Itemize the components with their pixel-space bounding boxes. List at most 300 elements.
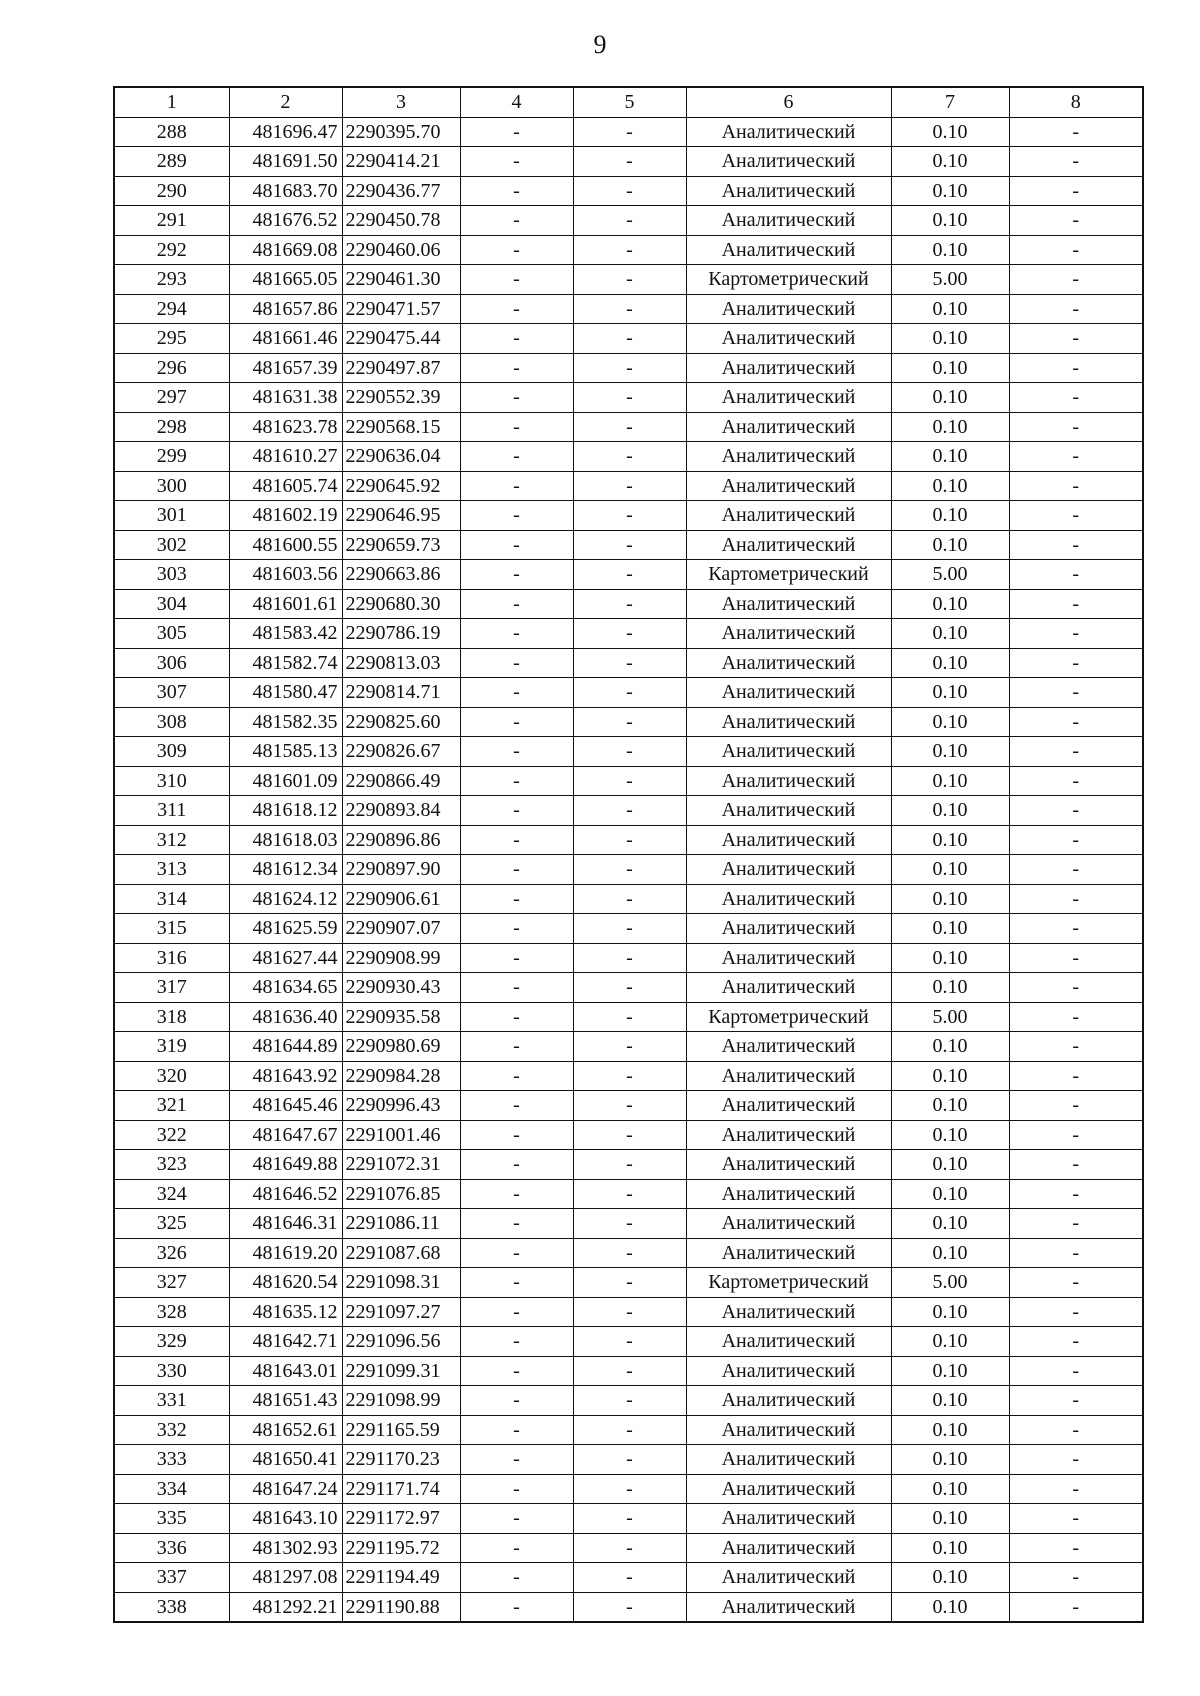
x-coordinate-cell: 481585.13 [229,737,342,767]
y-coordinate-cell: 2291098.31 [342,1268,460,1298]
table-row [114,530,1143,560]
col4-cell: - [460,1032,573,1062]
y-coordinate-cell: 2291096.56 [342,1327,460,1357]
col5-cell: - [573,560,686,590]
y-coordinate-cell: 2290475.44 [342,324,460,354]
col8-cell: - [1009,1238,1143,1268]
method-cell: Аналитический [686,1179,891,1209]
col8-cell: - [1009,324,1143,354]
y-coordinate-cell: 2290825.60 [342,707,460,737]
method-cell: Аналитический [686,1563,891,1593]
table-row [114,265,1143,295]
col8-cell: - [1009,1445,1143,1475]
table-row [114,1179,1143,1209]
x-coordinate-cell: 481635.12 [229,1297,342,1327]
point-number-cell: 316 [114,943,229,973]
col8-cell: - [1009,1091,1143,1121]
method-cell: Аналитический [686,1209,891,1239]
table-row [114,914,1143,944]
method-cell: Аналитический [686,1386,891,1416]
method-cell: Картометрический [686,265,891,295]
x-coordinate-cell: 481582.74 [229,648,342,678]
table-row [114,383,1143,413]
method-cell: Аналитический [686,442,891,472]
col4-cell: - [460,1091,573,1121]
method-cell: Аналитический [686,737,891,767]
col5-cell: - [573,884,686,914]
method-cell: Аналитический [686,825,891,855]
col4-cell: - [460,1268,573,1298]
col5-cell: - [573,737,686,767]
method-cell: Аналитический [686,648,891,678]
col4-cell: - [460,1002,573,1032]
col5-cell: - [573,1091,686,1121]
table-row [114,1356,1143,1386]
method-cell: Аналитический [686,501,891,531]
accuracy-cell: 0.10 [891,855,1009,885]
accuracy-cell: 0.10 [891,1474,1009,1504]
col8-cell: - [1009,1356,1143,1386]
col8-cell: - [1009,855,1143,885]
col5-cell: - [573,1002,686,1032]
y-coordinate-cell: 2290450.78 [342,206,460,236]
point-number-cell: 319 [114,1032,229,1062]
point-number-cell: 329 [114,1327,229,1357]
accuracy-cell: 0.10 [891,825,1009,855]
y-coordinate-cell: 2290897.90 [342,855,460,885]
y-coordinate-cell: 2290984.28 [342,1061,460,1091]
col4-cell: - [460,442,573,472]
col8-cell: - [1009,737,1143,767]
x-coordinate-cell: 481649.88 [229,1150,342,1180]
x-coordinate-cell: 481623.78 [229,412,342,442]
point-number-cell: 308 [114,707,229,737]
accuracy-cell: 0.10 [891,1032,1009,1062]
col5-cell: - [573,1533,686,1563]
point-number-cell: 291 [114,206,229,236]
x-coordinate-cell: 481624.12 [229,884,342,914]
x-coordinate-cell: 481647.67 [229,1120,342,1150]
col5-cell: - [573,1238,686,1268]
col5-cell: - [573,1061,686,1091]
point-number-cell: 325 [114,1209,229,1239]
x-coordinate-cell: 481646.31 [229,1209,342,1239]
col4-cell: - [460,530,573,560]
table-row [114,884,1143,914]
method-cell: Аналитический [686,589,891,619]
col8-cell: - [1009,265,1143,295]
point-number-cell: 318 [114,1002,229,1032]
table-row [114,1120,1143,1150]
point-number-cell: 289 [114,147,229,177]
x-coordinate-cell: 481661.46 [229,324,342,354]
method-cell: Аналитический [686,294,891,324]
table-row [114,1091,1143,1121]
x-coordinate-cell: 481696.47 [229,117,342,147]
method-cell: Аналитический [686,1120,891,1150]
method-cell: Аналитический [686,324,891,354]
y-coordinate-cell: 2291172.97 [342,1504,460,1534]
x-coordinate-cell: 481643.01 [229,1356,342,1386]
table-row [114,766,1143,796]
table-row [114,442,1143,472]
col4-cell: - [460,796,573,826]
point-number-cell: 312 [114,825,229,855]
col5-cell: - [573,796,686,826]
point-number-cell: 292 [114,235,229,265]
accuracy-cell: 0.10 [891,678,1009,708]
col4-cell: - [460,324,573,354]
x-coordinate-cell: 481601.09 [229,766,342,796]
table-row [114,619,1143,649]
table-row [114,1445,1143,1475]
accuracy-cell: 0.10 [891,1150,1009,1180]
table-row [114,1297,1143,1327]
col8-cell: - [1009,560,1143,590]
coordinates-table [113,86,1144,1623]
method-cell: Аналитический [686,147,891,177]
method-cell: Картометрический [686,560,891,590]
x-coordinate-cell: 481610.27 [229,442,342,472]
method-cell: Аналитический [686,1533,891,1563]
col4-cell: - [460,383,573,413]
y-coordinate-cell: 2290663.86 [342,560,460,590]
col4-cell: - [460,265,573,295]
y-coordinate-cell: 2290813.03 [342,648,460,678]
col5-cell: - [573,678,686,708]
y-coordinate-cell: 2290814.71 [342,678,460,708]
table-row [114,235,1143,265]
col5-cell: - [573,1386,686,1416]
table-row [114,1238,1143,1268]
col8-cell: - [1009,1504,1143,1534]
x-coordinate-cell: 481644.89 [229,1032,342,1062]
point-number-cell: 311 [114,796,229,826]
y-coordinate-cell: 2291170.23 [342,1445,460,1475]
point-number-cell: 290 [114,176,229,206]
y-coordinate-cell: 2291001.46 [342,1120,460,1150]
method-cell: Аналитический [686,1415,891,1445]
col4-cell: - [460,943,573,973]
table-row [114,1504,1143,1534]
x-coordinate-cell: 481647.24 [229,1474,342,1504]
table-row [114,176,1143,206]
col8-cell: - [1009,176,1143,206]
col5-cell: - [573,1209,686,1239]
method-cell: Аналитический [686,707,891,737]
col8-cell: - [1009,914,1143,944]
x-coordinate-cell: 481657.39 [229,353,342,383]
table-row [114,1032,1143,1062]
col4-cell: - [460,353,573,383]
x-coordinate-cell: 481636.40 [229,1002,342,1032]
col8-cell: - [1009,235,1143,265]
col5-cell: - [573,235,686,265]
method-cell: Аналитический [686,1356,891,1386]
x-coordinate-cell: 481580.47 [229,678,342,708]
column-header-2: 2 [229,87,342,117]
y-coordinate-cell: 2291194.49 [342,1563,460,1593]
col4-cell: - [460,1563,573,1593]
col8-cell: - [1009,1032,1143,1062]
col4-cell: - [460,1179,573,1209]
accuracy-cell: 0.10 [891,1445,1009,1475]
col4-cell: - [460,914,573,944]
col8-cell: - [1009,294,1143,324]
col8-cell: - [1009,1533,1143,1563]
table-row [114,1563,1143,1593]
x-coordinate-cell: 481643.92 [229,1061,342,1091]
table-row [114,353,1143,383]
point-number-cell: 333 [114,1445,229,1475]
y-coordinate-cell: 2291097.27 [342,1297,460,1327]
col5-cell: - [573,648,686,678]
y-coordinate-cell: 2290636.04 [342,442,460,472]
y-coordinate-cell: 2291099.31 [342,1356,460,1386]
y-coordinate-cell: 2291171.74 [342,1474,460,1504]
x-coordinate-cell: 481657.86 [229,294,342,324]
col5-cell: - [573,176,686,206]
method-cell: Аналитический [686,1445,891,1475]
x-coordinate-cell: 481619.20 [229,1238,342,1268]
y-coordinate-cell: 2290461.30 [342,265,460,295]
y-coordinate-cell: 2290414.21 [342,147,460,177]
y-coordinate-cell: 2290395.70 [342,117,460,147]
x-coordinate-cell: 481645.46 [229,1091,342,1121]
col4-cell: - [460,1415,573,1445]
col4-cell: - [460,825,573,855]
col5-cell: - [573,1179,686,1209]
table-row [114,117,1143,147]
col5-cell: - [573,294,686,324]
accuracy-cell: 5.00 [891,1002,1009,1032]
table-row [114,678,1143,708]
method-cell: Аналитический [686,619,891,649]
col4-cell: - [460,766,573,796]
point-number-cell: 327 [114,1268,229,1298]
col8-cell: - [1009,1592,1143,1622]
point-number-cell: 300 [114,471,229,501]
col4-cell: - [460,412,573,442]
col8-cell: - [1009,825,1143,855]
point-number-cell: 328 [114,1297,229,1327]
col4-cell: - [460,147,573,177]
col5-cell: - [573,589,686,619]
col5-cell: - [573,501,686,531]
y-coordinate-cell: 2290935.58 [342,1002,460,1032]
col5-cell: - [573,206,686,236]
col8-cell: - [1009,530,1143,560]
table-row [114,737,1143,767]
col4-cell: - [460,1504,573,1534]
x-coordinate-cell: 481669.08 [229,235,342,265]
col5-cell: - [573,943,686,973]
x-coordinate-cell: 481627.44 [229,943,342,973]
point-number-cell: 303 [114,560,229,590]
point-number-cell: 317 [114,973,229,1003]
col5-cell: - [573,1032,686,1062]
table-row [114,294,1143,324]
y-coordinate-cell: 2291086.11 [342,1209,460,1239]
col8-cell: - [1009,678,1143,708]
col8-cell: - [1009,1150,1143,1180]
y-coordinate-cell: 2290896.86 [342,825,460,855]
y-coordinate-cell: 2291195.72 [342,1533,460,1563]
col8-cell: - [1009,147,1143,177]
accuracy-cell: 0.10 [891,353,1009,383]
accuracy-cell: 0.10 [891,619,1009,649]
column-header-5: 5 [573,87,686,117]
accuracy-cell: 0.10 [891,442,1009,472]
point-number-cell: 324 [114,1179,229,1209]
col4-cell: - [460,1297,573,1327]
col4-cell: - [460,1150,573,1180]
column-header-1: 1 [114,87,229,117]
method-cell: Аналитический [686,914,891,944]
y-coordinate-cell: 2290646.95 [342,501,460,531]
col5-cell: - [573,855,686,885]
x-coordinate-cell: 481297.08 [229,1563,342,1593]
point-number-cell: 322 [114,1120,229,1150]
point-number-cell: 294 [114,294,229,324]
method-cell: Аналитический [686,1474,891,1504]
col5-cell: - [573,1327,686,1357]
accuracy-cell: 0.10 [891,1356,1009,1386]
accuracy-cell: 0.10 [891,501,1009,531]
accuracy-cell: 0.10 [891,412,1009,442]
accuracy-cell: 0.10 [891,1238,1009,1268]
col8-cell: - [1009,943,1143,973]
accuracy-cell: 0.10 [891,235,1009,265]
point-number-cell: 313 [114,855,229,885]
col5-cell: - [573,471,686,501]
accuracy-cell: 0.10 [891,973,1009,1003]
x-coordinate-cell: 481683.70 [229,176,342,206]
method-cell: Аналитический [686,1297,891,1327]
point-number-cell: 307 [114,678,229,708]
column-header-4: 4 [460,87,573,117]
col5-cell: - [573,1474,686,1504]
col4-cell: - [460,1238,573,1268]
accuracy-cell: 0.10 [891,1563,1009,1593]
column-header-3: 3 [342,87,460,117]
method-cell: Аналитический [686,471,891,501]
col8-cell: - [1009,1297,1143,1327]
y-coordinate-cell: 2290460.06 [342,235,460,265]
col8-cell: - [1009,1327,1143,1357]
accuracy-cell: 0.10 [891,1120,1009,1150]
col5-cell: - [573,117,686,147]
col4-cell: - [460,1327,573,1357]
table-row [114,1533,1143,1563]
y-coordinate-cell: 2290568.15 [342,412,460,442]
accuracy-cell: 0.10 [891,1091,1009,1121]
y-coordinate-cell: 2291098.99 [342,1386,460,1416]
table-row [114,707,1143,737]
method-cell: Аналитический [686,117,891,147]
table-row [114,1061,1143,1091]
table-row [114,589,1143,619]
col8-cell: - [1009,707,1143,737]
y-coordinate-cell: 2290786.19 [342,619,460,649]
col4-cell: - [460,117,573,147]
col4-cell: - [460,235,573,265]
point-number-cell: 302 [114,530,229,560]
point-number-cell: 288 [114,117,229,147]
col5-cell: - [573,1297,686,1327]
table-row [114,206,1143,236]
method-cell: Аналитический [686,973,891,1003]
accuracy-cell: 0.10 [891,884,1009,914]
x-coordinate-cell: 481651.43 [229,1386,342,1416]
x-coordinate-cell: 481676.52 [229,206,342,236]
y-coordinate-cell: 2290907.07 [342,914,460,944]
method-cell: Аналитический [686,1592,891,1622]
column-header-8: 8 [1009,87,1143,117]
y-coordinate-cell: 2290497.87 [342,353,460,383]
page-number: 9 [593,30,607,59]
point-number-cell: 335 [114,1504,229,1534]
method-cell: Аналитический [686,1327,891,1357]
table-row [114,1268,1143,1298]
col8-cell: - [1009,412,1143,442]
accuracy-cell: 0.10 [891,737,1009,767]
table-row [114,825,1143,855]
col8-cell: - [1009,501,1143,531]
col8-cell: - [1009,1474,1143,1504]
method-cell: Аналитический [686,1238,891,1268]
x-coordinate-cell: 481652.61 [229,1415,342,1445]
col4-cell: - [460,1120,573,1150]
y-coordinate-cell: 2290659.73 [342,530,460,560]
col8-cell: - [1009,442,1143,472]
method-cell: Аналитический [686,1504,891,1534]
col4-cell: - [460,501,573,531]
x-coordinate-cell: 481292.21 [229,1592,342,1622]
col4-cell: - [460,973,573,1003]
x-coordinate-cell: 481582.35 [229,707,342,737]
point-number-cell: 336 [114,1533,229,1563]
table-row [114,324,1143,354]
x-coordinate-cell: 481583.42 [229,619,342,649]
table-row [114,1002,1143,1032]
method-cell: Аналитический [686,383,891,413]
accuracy-cell: 0.10 [891,589,1009,619]
col4-cell: - [460,884,573,914]
point-number-cell: 330 [114,1356,229,1386]
col8-cell: - [1009,619,1143,649]
x-coordinate-cell: 481665.05 [229,265,342,295]
col4-cell: - [460,678,573,708]
point-number-cell: 299 [114,442,229,472]
col5-cell: - [573,324,686,354]
accuracy-cell: 5.00 [891,265,1009,295]
y-coordinate-cell: 2290996.43 [342,1091,460,1121]
accuracy-cell: 0.10 [891,707,1009,737]
col4-cell: - [460,294,573,324]
accuracy-cell: 0.10 [891,471,1009,501]
method-cell: Аналитический [686,353,891,383]
y-coordinate-cell: 2290436.77 [342,176,460,206]
table-row [114,147,1143,177]
accuracy-cell: 0.10 [891,914,1009,944]
point-number-cell: 326 [114,1238,229,1268]
accuracy-cell: 0.10 [891,1327,1009,1357]
y-coordinate-cell: 2290826.67 [342,737,460,767]
table-row [114,943,1143,973]
col4-cell: - [460,1356,573,1386]
x-coordinate-cell: 481302.93 [229,1533,342,1563]
